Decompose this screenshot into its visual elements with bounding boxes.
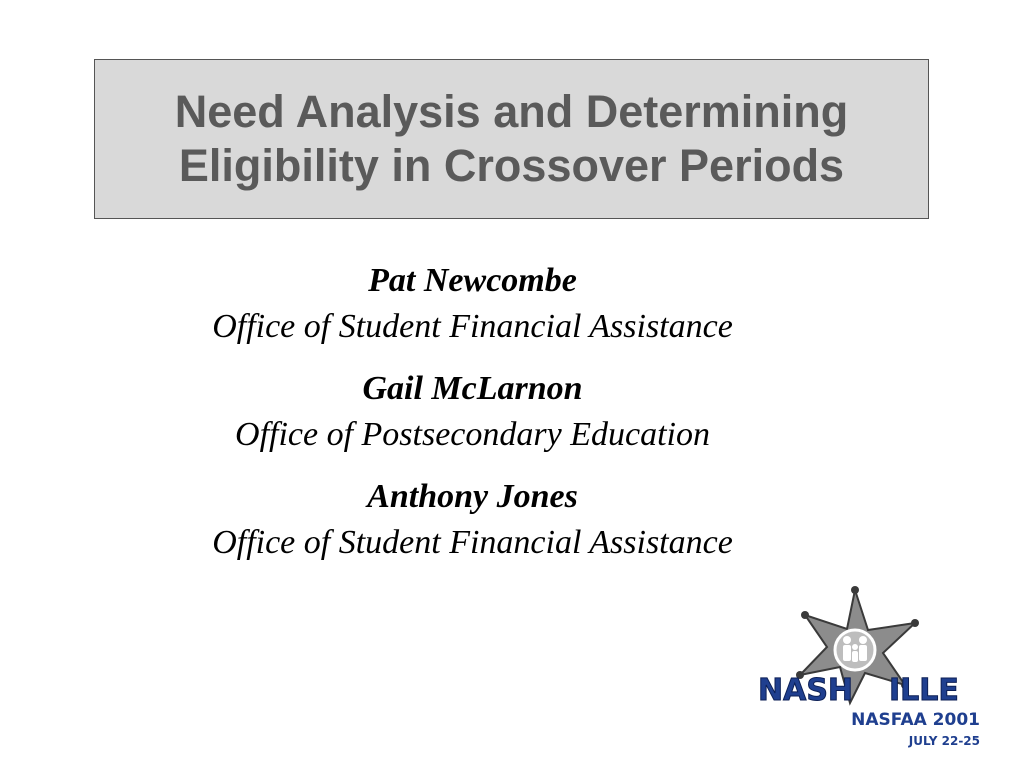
- presenter-item: [60, 258, 885, 350]
- nashville-logo: [755, 585, 985, 755]
- presenter-item: [60, 474, 885, 566]
- presenter-name: Gail McLarnon: [362, 370, 583, 407]
- logo-word-left: NASH: [758, 673, 854, 708]
- logo-event: NASFAA 2001: [851, 710, 980, 730]
- logo-word-right: ILLE: [889, 673, 959, 708]
- presenter-list: [60, 258, 885, 582]
- title-line-2: Eligibility in Crossover Periods: [178, 140, 845, 191]
- logo-graphic: [755, 585, 985, 755]
- presenter-item: [60, 366, 885, 458]
- title-box: [94, 59, 929, 219]
- presenter-office: Office of Postsecondary Education: [235, 416, 710, 453]
- presenter-name: Pat Newcombe: [368, 262, 577, 299]
- logo-dates: JULY 22-25: [908, 734, 980, 748]
- presenter-name: Anthony Jones: [367, 478, 578, 515]
- presenter-office: Office of Student Financial Assistance: [212, 524, 733, 561]
- title-line-1: Need Analysis and Determining: [174, 86, 849, 137]
- presenter-office: Office of Student Financial Assistance: [212, 308, 733, 345]
